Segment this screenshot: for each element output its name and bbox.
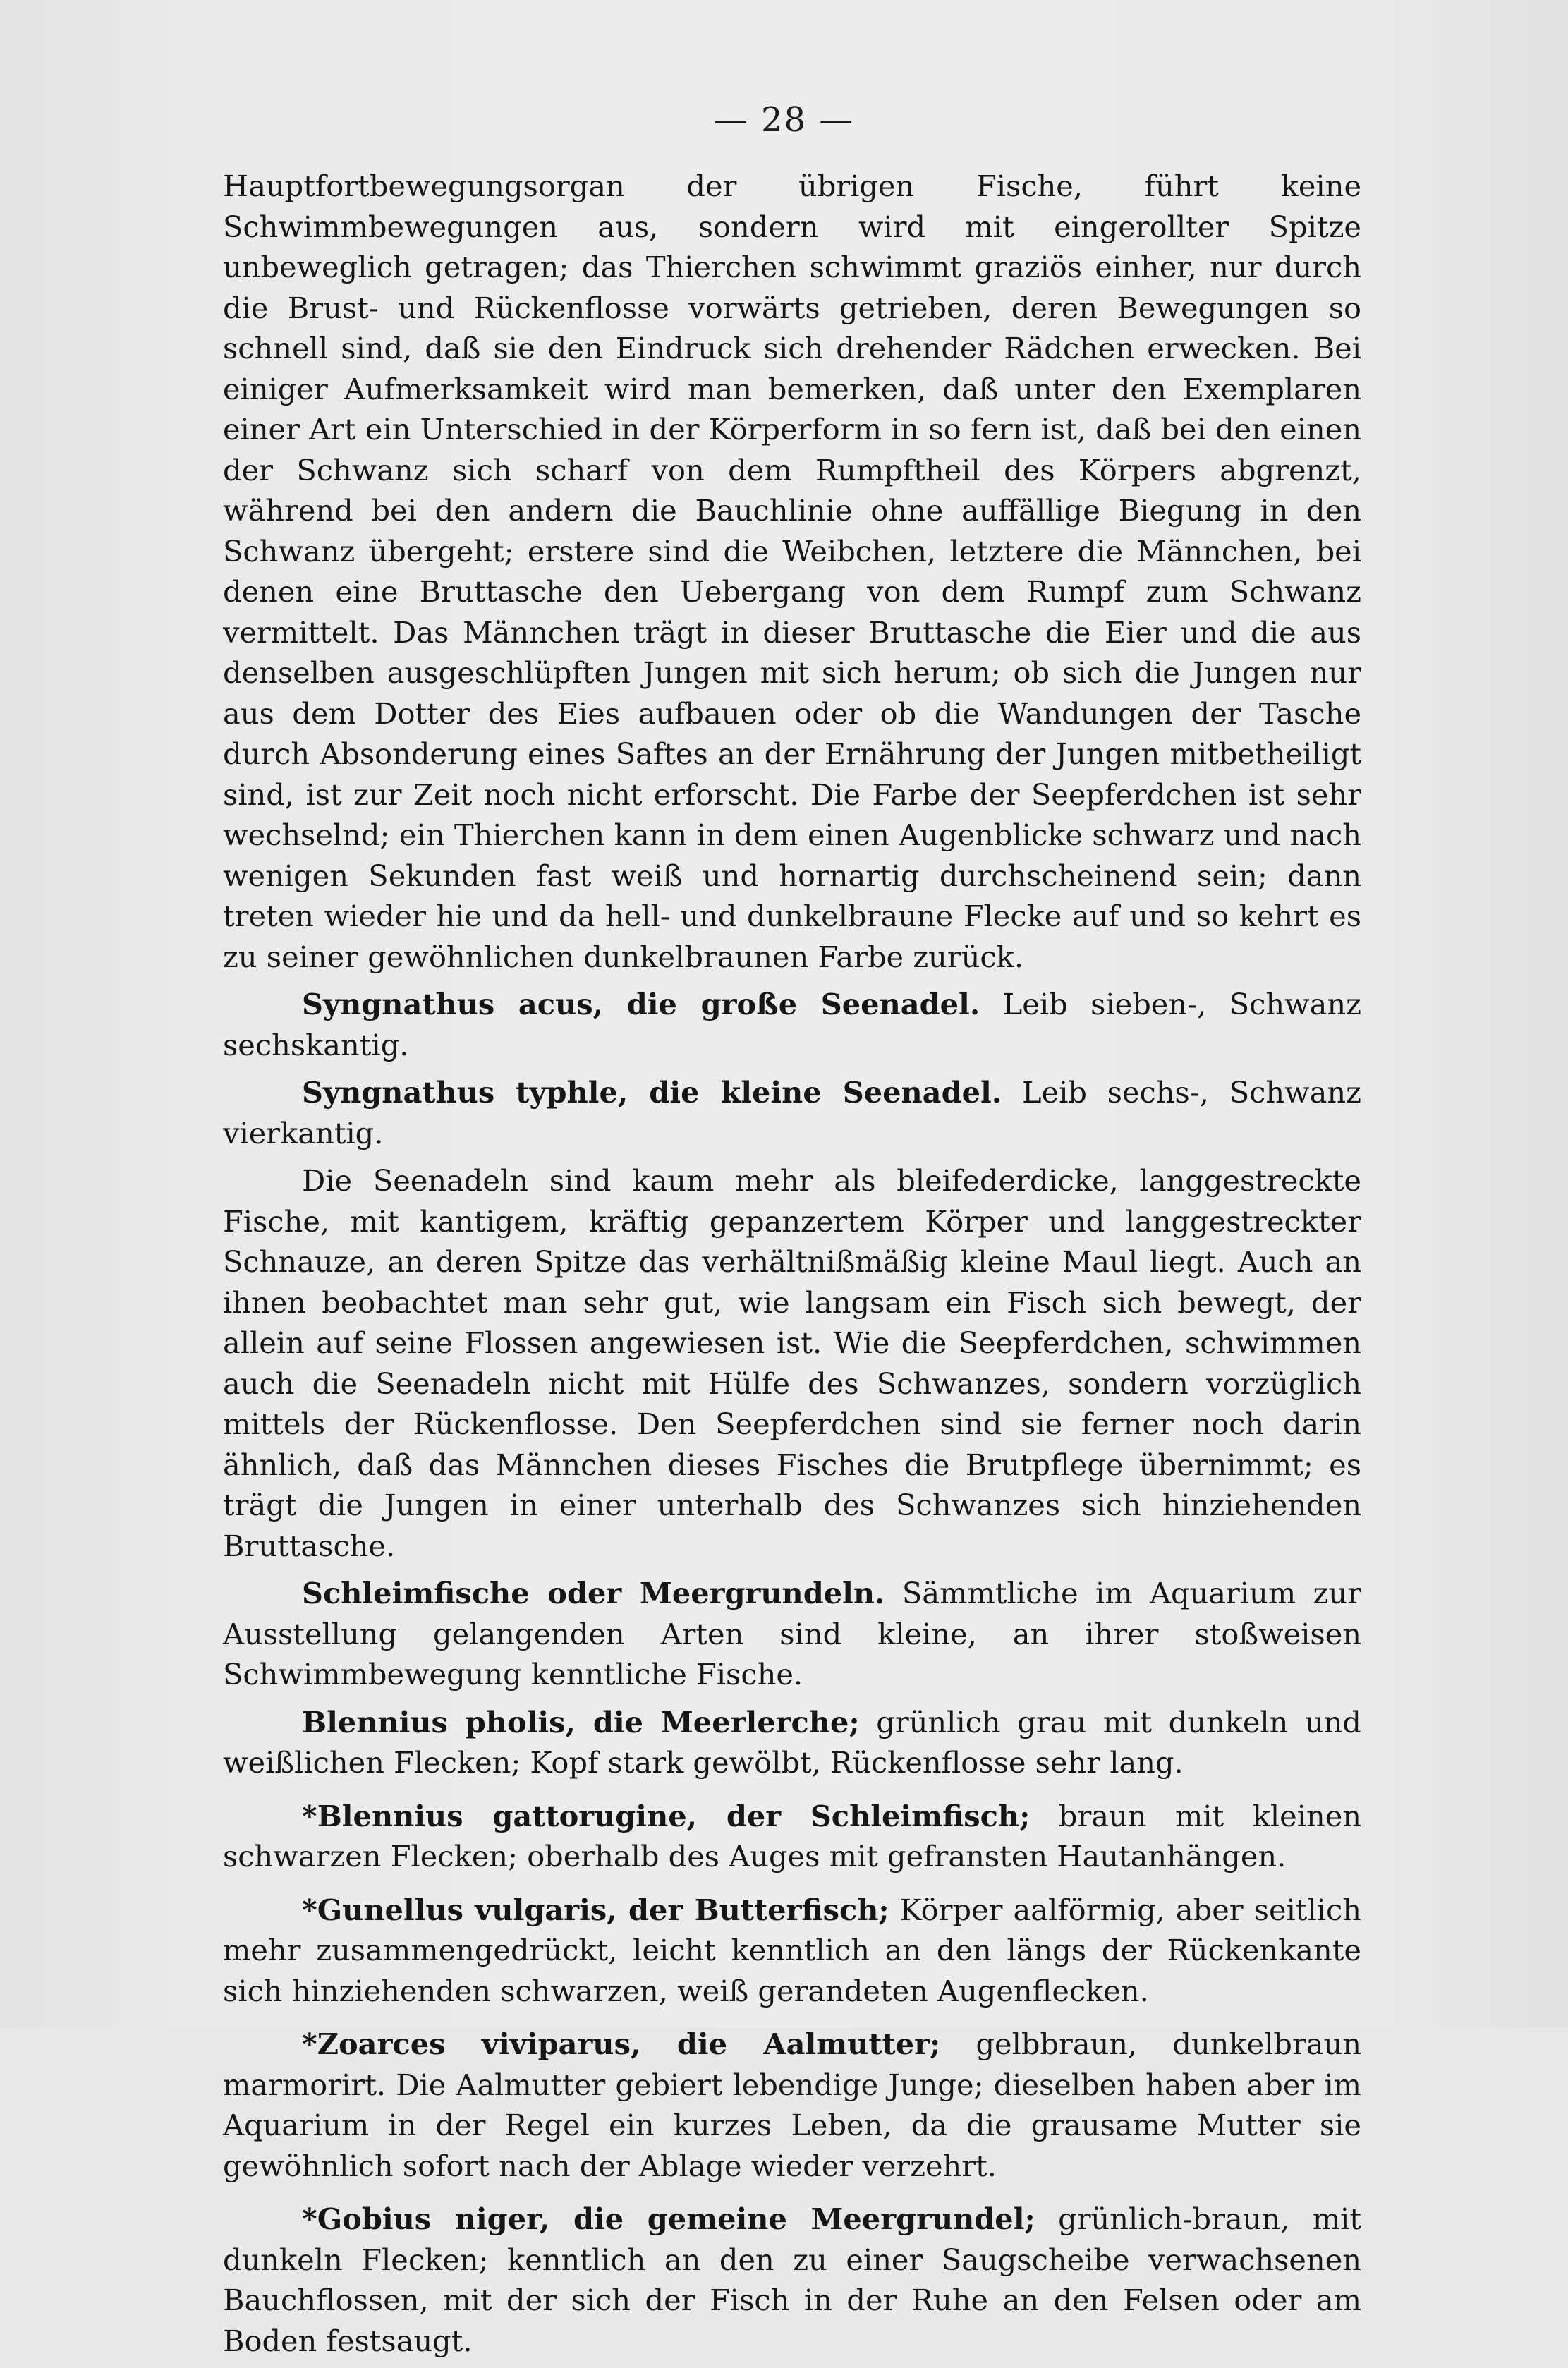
body-text bbox=[223, 166, 1361, 2368]
paragraph-text: gelbbraun, dunkelbraun marmorirt. Die Aalmutter gebiert lebendige Junge; dieselben haben aber im Aquarium in der Regel ein kurzes Leben, da die grausame Mutter sie gewöhnlich sofort nach der Ablage wieder verzehrt. bbox=[223, 2027, 1361, 2183]
species-heading: *Zoarces viviparus, die Aalmutter; bbox=[302, 2027, 941, 2061]
species-heading: *Gobius niger, die gemeine Meergrundel; bbox=[302, 2202, 1035, 2236]
paragraph-gunellus-vulgaris bbox=[223, 1890, 1361, 2012]
species-heading: Syngnathus acus, die große Seenadel. bbox=[302, 987, 980, 1021]
paragraph-syngnathus-acus bbox=[223, 984, 1361, 1065]
page-number: — 28 — bbox=[713, 100, 855, 140]
paragraph-text: grünlich grau mit dunkeln und weißlichen Flecken; Kopf stark gewölbt, Rückenflosse sehr lang. bbox=[223, 1704, 1361, 1780]
species-heading: Blennius pholis, die Meerlerche; bbox=[302, 1704, 860, 1739]
paragraph-text: Hauptfortbewegungsorgan der übrigen Fische, führt keine Schwimmbewegungen aus, sondern wird mit eingerollter Spitze unbeweglich getragen; das Thierchen schwimmt graziös einher, nur durch die Brust- und Rückenflosse vorwärts getrieben, deren Bewegungen so schnell sind, daß sie den Eindruck sich drehender Rädchen erwecken. Bei einiger Aufmerksamkeit wird man bemerken, daß unter den Exemplaren einer Art ein Unterschied in der Körperform in so fern ist, daß bei den einen der Schwanz sich scharf von dem Rumpftheil des Körpers abgrenzt, während bei den andern die Bauchlinie ohne auffällige Biegung in den Schwanz übergeht; erstere sind die Weibchen, letztere die Männchen, bei denen eine Bruttasche den Uebergang von dem Rumpf zum Schwanz vermittelt. Das Männchen trägt in dieser Bruttasche die Eier und die aus denselben ausgeschlüpften Jungen mit sich herum; ob sich die Jungen nur aus dem Dotter des Eies aufbauen oder ob die Wandungen der Tasche durch Absonderung eines Saftes an der Ernährung der Jungen mitbetheiligt sind, ist zur Zeit noch nicht erforscht. Die Farbe der Seepferdchen ist sehr wechselnd; ein Thierchen kann in dem einen Augenblicke schwarz und nach wenigen Sekunden fast weiß und hornartig durchscheinend sein; dann treten wieder hie und da hell- und dunkelbraune Flecke auf und so kehrt es zu seiner gewöhnlichen dunkelbraunen Farbe zurück. bbox=[223, 169, 1361, 974]
species-heading: *Gunellus vulgaris, der Butterfisch; bbox=[302, 1892, 889, 1927]
paragraph-syngnathus-typhle bbox=[223, 1072, 1361, 1153]
paragraph-text: Die Seenadeln sind kaum mehr als bleifederdicke, langgestreckte Fische, mit kantigem, kräftig gepanzertem Körper und langgestreckter Schnauze, an deren Spitze das verhältnißmäßig kleine Maul liegt. Auch an ihnen beobachtet man sehr gut, wie langsam ein Fisch sich bewegt, der allein auf seine Flossen angewiesen ist. Wie die Seepferdchen, schwimmen auch die Seenadeln nicht mit Hülfe des Schwanzes, sondern vorzüglich mittels der Rückenflosse. Den Seepferdchen sind sie ferner noch darin ähnlich, daß das Männchen dieses Fisches die Brutpflege übernimmt; es trägt die Jungen in einer unterhalb des Schwanzes sich hinziehenden Bruttasche. bbox=[223, 1163, 1361, 1563]
paragraph-zoarces-viviparus bbox=[223, 2024, 1361, 2186]
section-heading: Schleimfische oder Meergrundeln. bbox=[302, 1576, 885, 1610]
paragraph-seenadeln bbox=[223, 1160, 1361, 1566]
paragraph-text: Leib sieben-, Schwanz sechskantig. bbox=[223, 987, 1361, 1062]
paragraph-text: Leib sechs-, Schwanz vierkantig. bbox=[223, 1075, 1361, 1150]
paragraph-text: grünlich-braun, mit dunkeln Flecken; kenntlich an den zu einer Saugscheibe verwachsenen Bauchflossen, mit der sich der Fisch in der Ruhe an den Felsen oder am Boden festsaugt. bbox=[223, 2202, 1361, 2358]
paragraph-text: Sämmtliche im Aquarium zur Ausstellung gelangenden Arten sind kleine, an ihrer stoßweisen Schwimmbewegung kenntliche Fische. bbox=[223, 1576, 1361, 1692]
paragraph-seahorse bbox=[223, 166, 1361, 977]
paragraph-schleimfische bbox=[223, 1573, 1361, 1695]
paragraph-text: braun mit kleinen schwarzen Flecken; oberhalb des Auges mit gefransten Hautanhängen. bbox=[223, 1798, 1361, 1874]
paragraph-gobius-niger bbox=[223, 2199, 1361, 2361]
paragraph-text: Körper aalförmig, aber seitlich mehr zusammengedrückt, leicht kenntlich an den längs der Rückenkante sich hinziehenden schwarzen, weiß gerandeten Augenflecken. bbox=[223, 1892, 1361, 2008]
species-heading: Syngnathus typhle, die kleine Seenadel. bbox=[302, 1075, 1002, 1110]
species-heading: *Blennius gattorugine, der Schleimfisch; bbox=[302, 1798, 1031, 1833]
paragraph-blennius-gattorugine bbox=[223, 1796, 1361, 1877]
paragraph-blennius-pholis bbox=[223, 1702, 1361, 1783]
